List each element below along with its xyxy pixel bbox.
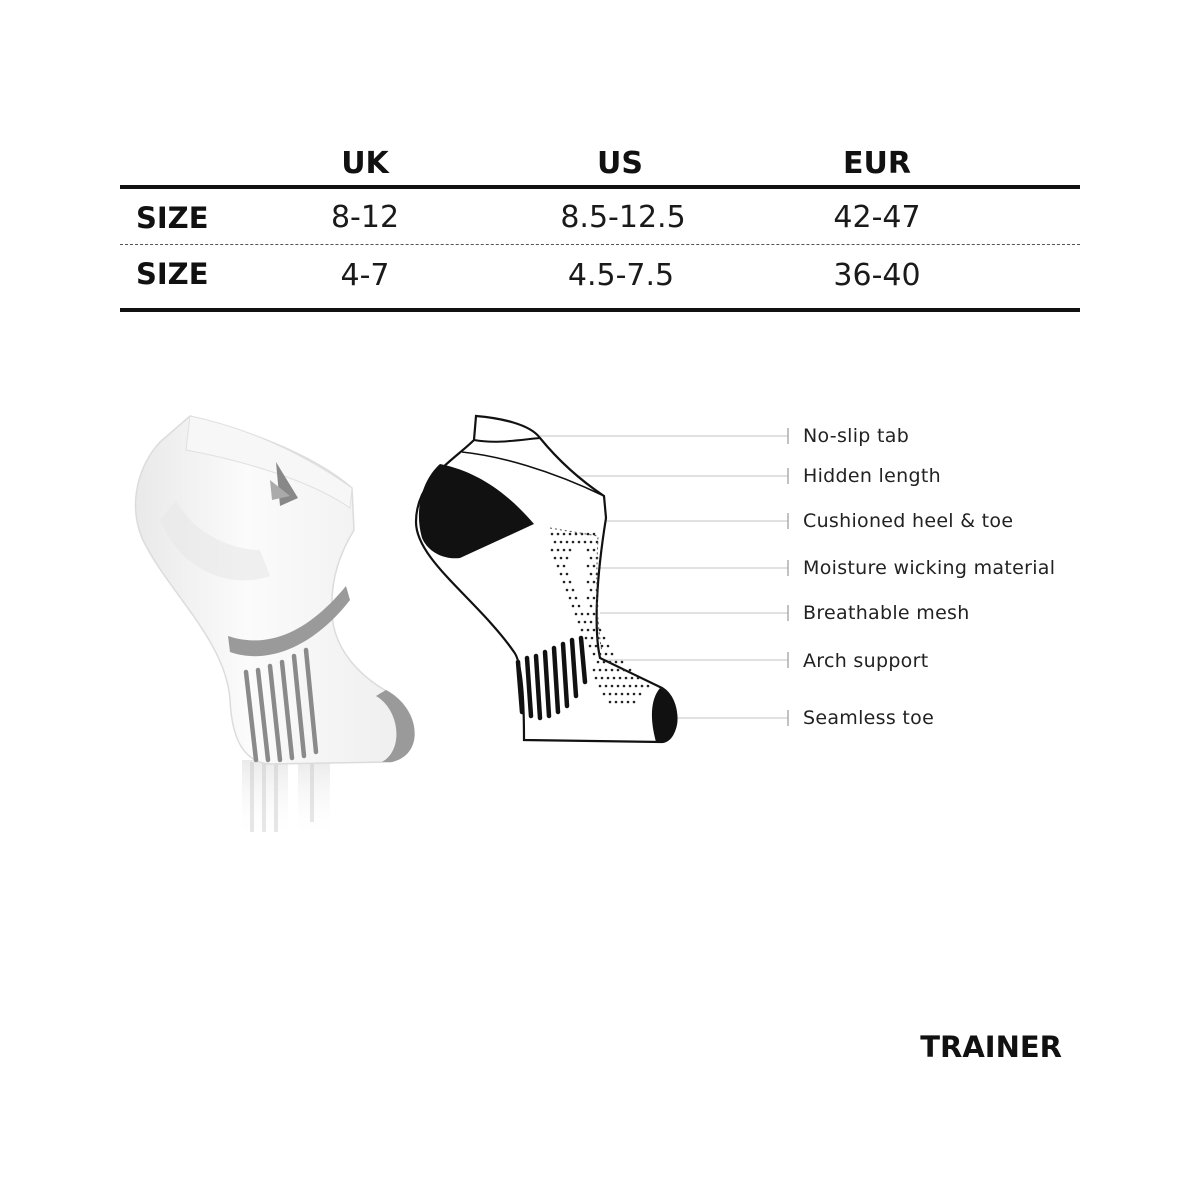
column-header-us: US [597,146,643,181]
table-top-rule [120,185,1080,189]
cell-uk-small: 4-7 [340,258,390,293]
feature-label-hidden-length: Hidden length [803,465,941,487]
feature-label-breathable-mesh: Breathable mesh [803,602,970,624]
feature-label-moisture-wicking: Moisture wicking material [803,557,1056,579]
row-label-size-small: SIZE [136,257,209,291]
product-type-label: TRAINER [920,1030,1062,1064]
cell-uk-large: 8-12 [330,200,400,235]
sock-line-diagram [400,400,820,760]
feature-label-arch-support: Arch support [803,650,929,672]
cell-eur-large: 42-47 [833,200,921,235]
feature-label-cushioned-heel-toe: Cushioned heel & toe [803,510,1014,532]
column-header-uk: UK [341,146,389,181]
cell-us-small: 4.5-7.5 [567,258,675,293]
table-bottom-rule [120,308,1080,312]
size-table [120,130,1080,320]
column-header-eur: EUR [843,146,911,181]
table-row-divider [120,244,1080,245]
cell-us-large: 8.5-12.5 [560,200,686,235]
feature-label-seamless-toe: Seamless toe [803,707,935,729]
feature-label-no-slip-tab: No-slip tab [803,425,910,447]
cell-eur-small: 36-40 [833,258,921,293]
row-label-size-large: SIZE [136,201,209,235]
